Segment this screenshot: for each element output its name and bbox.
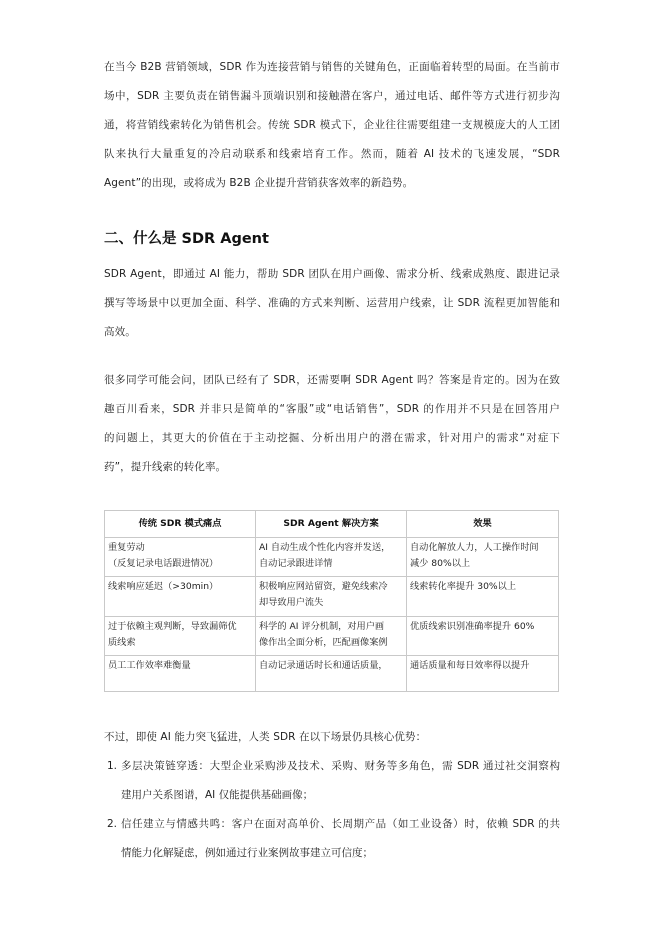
text-line: 信任建立与情感共鸣：客户在面对高单价、长周期产品（如工业设备）时，依赖 SDR 的共 bbox=[121, 818, 560, 830]
cell-line: 像作出全面分析，匹配画像案例 bbox=[259, 637, 388, 648]
column-header: SDR Agent 解决方案 bbox=[256, 511, 407, 538]
effect-cell bbox=[407, 538, 559, 577]
pain-point-cell bbox=[105, 617, 256, 656]
cell-line: 线索响应延迟（>30min） bbox=[108, 581, 219, 592]
text-line: 建用户关系图谱，AI 仅能提供基础画像； bbox=[121, 789, 314, 801]
list-item bbox=[104, 810, 560, 868]
cell-line: AI 自动生成个性化内容并发送， bbox=[259, 542, 391, 553]
cell-line: 员工工作效率难衡量 bbox=[108, 660, 191, 671]
table-row bbox=[105, 656, 559, 692]
comparison-table bbox=[104, 510, 559, 692]
solution-cell bbox=[256, 577, 407, 617]
table-row bbox=[105, 538, 559, 577]
advantages-lead bbox=[104, 723, 560, 752]
text-line: 药”，提升线索的转化率。 bbox=[104, 461, 227, 473]
table-row bbox=[105, 617, 559, 656]
cell-line: 重复劳动 bbox=[108, 542, 145, 553]
text-line: 的问题上，其更大的价值在于主动挖掘、分析出用户的潜在需求，针对用户的需求“对症下 bbox=[104, 432, 560, 444]
list-number: 2. bbox=[107, 818, 118, 830]
cell-line: 科学的 AI 评分机制，对用户画 bbox=[259, 621, 385, 632]
cell-line: 自动记录通话时长和通话质量， bbox=[259, 660, 388, 671]
pain-point-cell bbox=[105, 538, 256, 577]
effect-cell bbox=[407, 577, 559, 617]
effect-cell bbox=[407, 617, 559, 656]
list-number: 1. bbox=[107, 760, 118, 772]
solution-cell bbox=[256, 538, 407, 577]
cell-line: 积极响应网站留资，避免线索冷 bbox=[259, 581, 388, 592]
cell-line: 自动化解放人力，人工操作时间 bbox=[410, 542, 539, 553]
text-line: 多层决策链穿透：大型企业采购涉及技术、采购、财务等多角色，需 SDR 通过社交洞察构 bbox=[121, 760, 560, 772]
pain-point-cell bbox=[105, 577, 256, 617]
explanation-paragraph bbox=[104, 366, 560, 482]
text-line: 队来执行大量重复的冷启动联系和线索培育工作。然而，随着 AI 技术的飞速发展，“SDR bbox=[104, 148, 560, 160]
list-item bbox=[104, 752, 560, 810]
text-line: 高效。 bbox=[104, 326, 136, 338]
cell-line: 通话质量和每日效率得以提升 bbox=[410, 660, 530, 671]
text-line: 在当今 B2B 营销领域，SDR 作为连接营销与销售的关键角色，正面临着转型的局面。在当前市 bbox=[104, 61, 560, 73]
text-line: Agent”的出现，或将成为 B2B 企业提升营销获客效率的新趋势。 bbox=[104, 177, 414, 189]
text-line: 通，将营销线索转化为销售机会。传统 SDR 模式下，企业往往需要组建一支规模庞大的人工团 bbox=[104, 119, 560, 131]
text-line: SDR Agent，即通过 AI 能力，帮助 SDR 团队在用户画像、需求分析、线索成熟度、跟进记录 bbox=[104, 268, 560, 280]
table-row bbox=[105, 577, 559, 617]
text-line: 不过，即使 AI 能力突飞猛进，人类 SDR 在以下场景仍具核心优势： bbox=[104, 731, 427, 743]
effect-cell bbox=[407, 656, 559, 692]
section-heading: 二、什么是 SDR Agent bbox=[104, 231, 269, 247]
intro-paragraph bbox=[104, 53, 560, 198]
cell-line: 优质线索识别准确率提升 60% bbox=[410, 621, 535, 632]
table-header-row bbox=[105, 511, 559, 538]
cell-line: 线索转化率提升 30%以上 bbox=[410, 581, 517, 592]
solution-cell bbox=[256, 656, 407, 692]
solution-cell bbox=[256, 617, 407, 656]
cell-line: 自动记录跟进详情 bbox=[259, 558, 333, 569]
column-header: 传统 SDR 模式痛点 bbox=[105, 511, 256, 538]
pain-point-cell bbox=[105, 656, 256, 692]
cell-line: 减少 80%以上 bbox=[410, 558, 471, 569]
cell-line: 过于依赖主观判断，导致漏筛优 bbox=[108, 621, 237, 632]
text-line: 趣百川看来，SDR 并非只是简单的“客服”或“电话销售”，SDR 的作用并不只是在回答用户 bbox=[104, 403, 560, 415]
cell-line: 却导致用户流失 bbox=[259, 597, 324, 608]
cell-line: （反复记录电话跟进情况） bbox=[108, 558, 219, 569]
text-line: 场中，SDR 主要负责在销售漏斗顶端识别和接触潜在客户，通过电话、邮件等方式进行初步沟 bbox=[104, 90, 560, 102]
advantages-list bbox=[104, 752, 560, 868]
definition-paragraph bbox=[104, 260, 560, 347]
text-line: 情能力化解疑虑，例如通过行业案例故事建立可信度； bbox=[121, 847, 373, 859]
column-header: 效果 bbox=[407, 511, 559, 538]
cell-line: 质线索 bbox=[108, 637, 136, 648]
text-line: 很多同学可能会问，团队已经有了 SDR，还需要啊 SDR Agent 吗？答案是肯定的。因为在致 bbox=[104, 374, 560, 386]
text-line: 撰写等场景中以更加全面、科学、准确的方式来判断、运营用户线索，让 SDR 流程更加智能和 bbox=[104, 297, 560, 309]
